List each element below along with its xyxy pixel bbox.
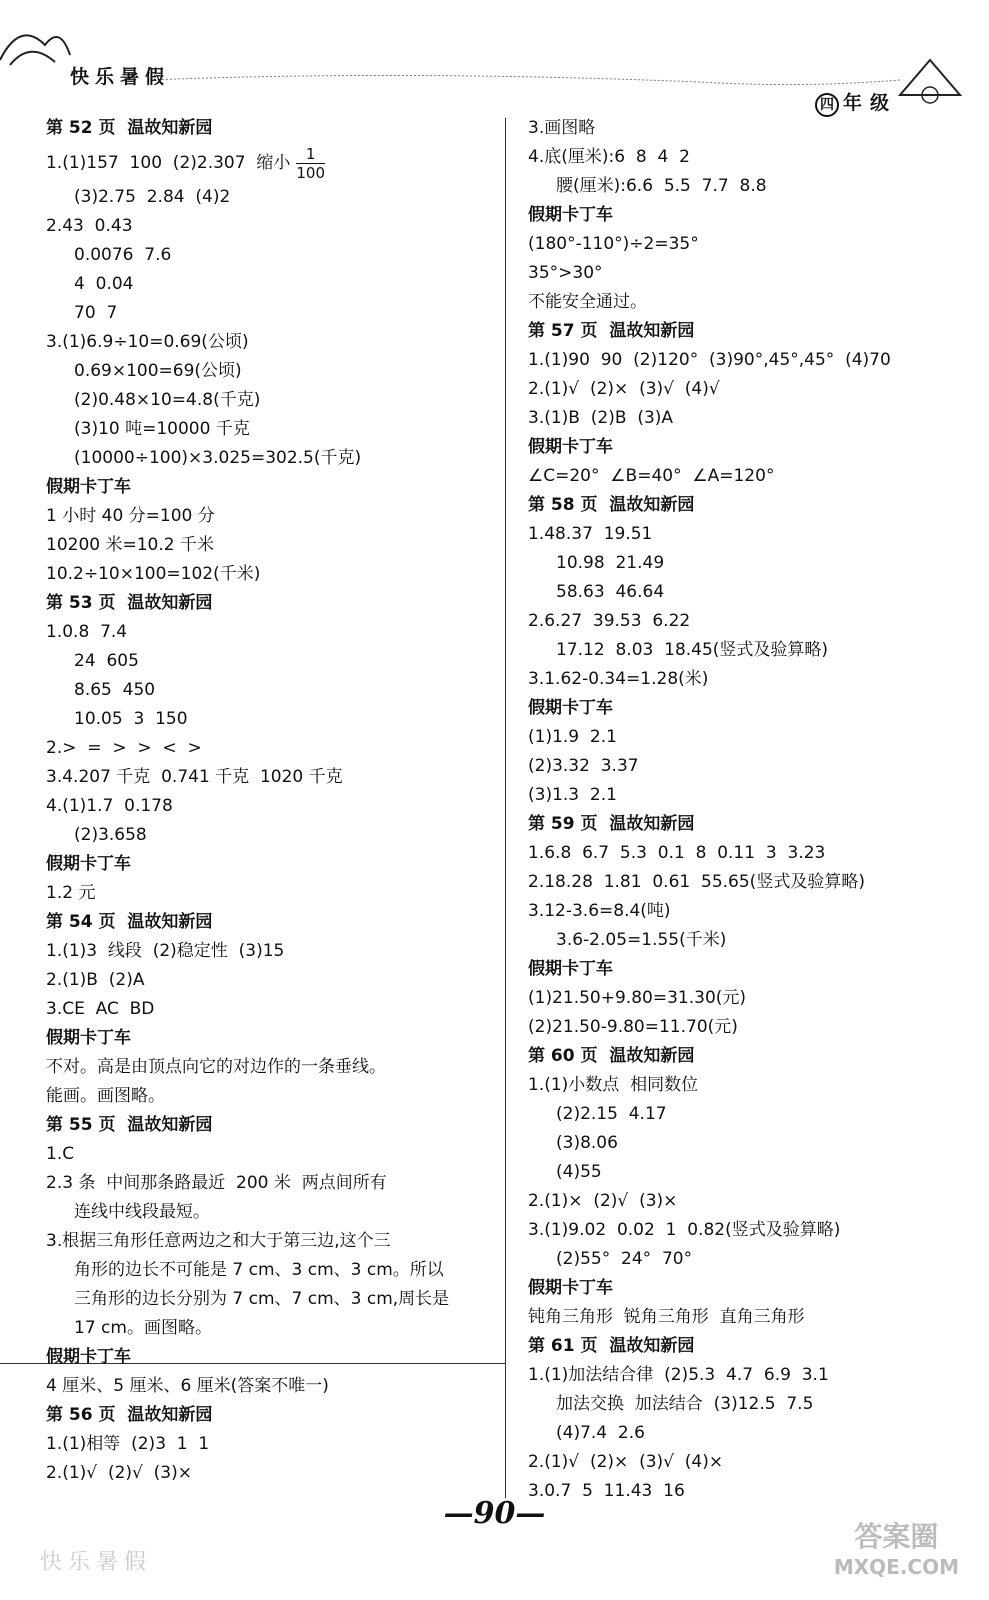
column-divider	[505, 118, 506, 1498]
answer-text: (10000÷100)×3.025=302.5(千克)	[74, 448, 362, 468]
answer-text: 三角形的边长分别为 7 cm、7 cm、3 cm,周长是	[74, 1289, 450, 1309]
answer-text: 10.2÷10×100=102(千米)	[46, 564, 261, 584]
answer-text: 连线中线段最短。	[74, 1202, 210, 1222]
answer-line	[528, 1419, 968, 1448]
answer-text: 不对。高是由顶点向它的对边作的一条垂线。	[46, 1057, 386, 1077]
section-heading	[528, 955, 968, 984]
answer-line	[528, 1361, 968, 1390]
section-heading	[46, 473, 496, 502]
answer-text: 1.0.8 7.4	[46, 622, 128, 642]
answer-text: 假期卡丁车	[46, 854, 131, 874]
answer-line	[46, 560, 496, 589]
answer-text: 假期卡丁车	[528, 698, 613, 718]
answer-line	[528, 868, 968, 897]
answer-line	[528, 781, 968, 810]
left-column	[46, 114, 496, 1488]
answer-text: (3)8.06	[556, 1133, 618, 1153]
answer-text: 1.(1)3 线段 (2)稳定性 (3)15	[46, 941, 285, 961]
answer-text: 4 0.04	[74, 274, 134, 294]
answer-text: (2)2.15 4.17	[556, 1104, 667, 1124]
answer-text: 第 54 页 温故知新园	[46, 912, 213, 932]
answer-text: 58.63 46.64	[556, 582, 665, 602]
answer-line	[46, 357, 496, 386]
answer-line	[46, 1140, 496, 1169]
answer-text: 70 7	[74, 303, 118, 323]
answer-text: 1.(1)157 100 (2)2.307 缩小	[46, 153, 291, 173]
grade-circle-char: 四	[815, 93, 839, 117]
answer-text: 4 厘米、5 厘米、6 厘米(答案不唯一)	[46, 1376, 329, 1396]
watermark-line2: MXQE.COM	[833, 1555, 959, 1579]
answer-line	[46, 415, 496, 444]
answer-text: 1.6.8 6.7 5.3 0.1 8 0.11 3 3.23	[528, 843, 826, 863]
answer-line	[528, 665, 968, 694]
answer-line	[46, 879, 496, 908]
watermark-line1: 答案圈	[854, 1520, 939, 1553]
answer-line	[46, 212, 496, 241]
answer-line	[46, 183, 496, 212]
answer-text: 2.3 条 中间那条路最近 200 米 两点间所有	[46, 1173, 387, 1193]
answer-line	[528, 926, 968, 955]
answer-text: 3.根据三角形任意两边之和大于第三边,这个三	[46, 1231, 391, 1251]
answer-text: 2.43 0.43	[46, 216, 133, 236]
answer-line	[46, 821, 496, 850]
answer-text: 第 52 页 温故知新园	[46, 118, 213, 138]
section-heading	[46, 1024, 496, 1053]
answer-line	[46, 1314, 496, 1343]
answer-line	[528, 172, 968, 201]
fraction-denominator: 100	[296, 163, 326, 182]
answer-line	[46, 386, 496, 415]
answer-text: 第 57 页 温故知新园	[528, 321, 695, 341]
section-heading	[528, 317, 968, 346]
answer-text: (2)3.658	[74, 825, 147, 845]
answer-text: 2.(1)B (2)A	[46, 970, 145, 990]
answer-line	[46, 792, 496, 821]
answer-text: 3.(1)B (2)B (3)A	[528, 408, 674, 428]
fraction-numerator: 1	[296, 145, 325, 164]
answer-text: (3)10 吨=10000 千克	[74, 419, 250, 439]
answer-line	[528, 607, 968, 636]
answer-text: 角形的边长不可能是 7 cm、3 cm、3 cm。所以	[74, 1260, 444, 1280]
answer-text: 10.98 21.49	[556, 553, 665, 573]
answer-line	[528, 1448, 968, 1477]
answer-text: 8.65 450	[74, 680, 156, 700]
answer-line	[46, 328, 496, 357]
answer-text: 3.CE AC BD	[46, 999, 155, 1019]
answer-line	[528, 1129, 968, 1158]
answer-text: 4.(1)1.7 0.178	[46, 796, 173, 816]
answer-text: ∠C=20° ∠B=40° ∠A=120°	[528, 466, 775, 486]
answer-text: 2.18.28 1.81 0.61 55.65(竖式及验算略)	[528, 872, 865, 892]
answer-line	[528, 1245, 968, 1274]
header-right-title	[815, 88, 897, 117]
answer-text: 0.69×100=69(公顷)	[74, 361, 242, 381]
answer-text: 4.底(厘米):6 8 4 2	[528, 147, 690, 167]
answer-text: 第 56 页 温故知新园	[46, 1405, 213, 1425]
answer-line	[46, 734, 496, 763]
answer-text: 2.> = > > < >	[46, 738, 202, 758]
answer-text: 假期卡丁车	[46, 1347, 131, 1367]
answer-text: 2.(1)√ (2)× (3)√ (4)×	[528, 1452, 724, 1472]
answer-line	[46, 1082, 496, 1111]
answer-text: 1.(1)小数点 相同数位	[528, 1075, 699, 1095]
answer-line	[528, 984, 968, 1013]
answer-line	[46, 444, 496, 473]
answer-text: 0.0076 7.6	[74, 245, 172, 265]
answer-line	[46, 966, 496, 995]
answer-text: 2.(1)√ (2)√ (3)×	[46, 1463, 192, 1483]
answer-text: 3.(1)6.9÷10=0.69(公顷)	[46, 332, 249, 352]
section-heading	[528, 1042, 968, 1071]
answer-line	[528, 723, 968, 752]
answer-line	[46, 1169, 496, 1198]
answer-line	[528, 1100, 968, 1129]
answer-text: 第 60 页 温故知新园	[528, 1046, 695, 1066]
answer-text: 3.0.7 5 11.43 16	[528, 1481, 685, 1501]
section-heading	[528, 201, 968, 230]
answer-text: 假期卡丁车	[46, 1028, 131, 1048]
answer-line	[46, 1459, 496, 1488]
answer-line	[46, 241, 496, 270]
answer-text: 假期卡丁车	[528, 959, 613, 979]
answer-line	[528, 549, 968, 578]
answer-line	[46, 705, 496, 734]
answer-text: 假期卡丁车	[46, 477, 131, 497]
section-heading	[46, 589, 496, 618]
section-heading	[528, 491, 968, 520]
answer-text: 能画。画图略。	[46, 1086, 165, 1106]
answer-text: 腰(厘米):6.6 5.5 7.7 8.8	[556, 176, 767, 196]
answer-line	[46, 299, 496, 328]
answer-text: 1.(1)加法结合律 (2)5.3 4.7 6.9 3.1	[528, 1365, 829, 1385]
answer-line	[528, 375, 968, 404]
section-heading	[528, 1332, 968, 1361]
section-heading	[46, 114, 496, 143]
answer-line	[528, 288, 968, 317]
answer-line	[528, 462, 968, 491]
answer-text: 1.C	[46, 1144, 75, 1164]
fraction	[296, 145, 325, 182]
section-heading	[528, 1274, 968, 1303]
answer-text: 3.4.207 千克 0.741 千克 1020 千克	[46, 767, 343, 787]
watermark-logo	[834, 1522, 959, 1582]
answer-line	[528, 752, 968, 781]
answer-text: 第 53 页 温故知新园	[46, 593, 213, 613]
section-heading	[46, 908, 496, 937]
answer-text: (3)1.3 2.1	[528, 785, 617, 805]
answer-text: 1.(1)90 90 (2)120° (3)90°,45°,45° (4)70	[528, 350, 891, 370]
page-number: —90—	[443, 1496, 546, 1531]
stamp-text: 快乐暑假	[40, 1550, 153, 1575]
answer-line	[46, 763, 496, 792]
answer-text: (4)55	[556, 1162, 602, 1182]
answer-line	[46, 937, 496, 966]
answer-text: 24 605	[74, 651, 139, 671]
answer-text: 第 59 页 温故知新园	[528, 814, 695, 834]
section-heading	[46, 1401, 496, 1430]
answer-line	[528, 1187, 968, 1216]
answer-line	[46, 618, 496, 647]
answer-text: 假期卡丁车	[528, 205, 613, 225]
answer-text: 1.2 元	[46, 883, 96, 903]
answer-text: 35°>30°	[528, 263, 603, 283]
answer-line	[46, 1430, 496, 1459]
answer-text: 第 58 页 温故知新园	[528, 495, 695, 515]
grade-label: 年级	[842, 92, 897, 114]
answer-text: (3)2.75 2.84 (4)2	[74, 187, 231, 207]
answer-text: 3.(1)9.02 0.02 1 0.82(竖式及验算略)	[528, 1220, 841, 1240]
answer-line	[528, 897, 968, 926]
answer-line	[528, 839, 968, 868]
answer-line	[528, 520, 968, 549]
answer-text: 第 61 页 温故知新园	[528, 1336, 695, 1356]
answer-text: 假期卡丁车	[528, 1278, 613, 1298]
answer-line	[46, 270, 496, 299]
right-column	[528, 114, 968, 1506]
answer-line	[46, 995, 496, 1024]
answer-line	[528, 1071, 968, 1100]
answer-line	[528, 1303, 968, 1332]
section-heading	[46, 1111, 496, 1140]
answer-text: 1 小时 40 分=100 分	[46, 506, 215, 526]
answer-line	[46, 1227, 496, 1256]
section-heading	[528, 810, 968, 839]
answer-text: 1.48.37 19.51	[528, 524, 653, 544]
section-heading	[528, 433, 968, 462]
answer-line	[528, 143, 968, 172]
answer-line	[528, 230, 968, 259]
answer-text: 钝角三角形 锐角三角形 直角三角形	[528, 1307, 805, 1327]
answer-line	[528, 636, 968, 665]
answer-text: 假期卡丁车	[528, 437, 613, 457]
answer-text: 10.05 3 150	[74, 709, 188, 729]
answer-line	[528, 114, 968, 143]
section-heading	[46, 1343, 496, 1372]
answer-line	[528, 1013, 968, 1042]
answer-line	[46, 676, 496, 705]
answer-text: 第 55 页 温故知新园	[46, 1115, 213, 1135]
answer-line	[528, 404, 968, 433]
answer-text: 2.(1)× (2)√ (3)×	[528, 1191, 678, 1211]
answer-text: 3.画图略	[528, 118, 596, 138]
answer-line	[528, 578, 968, 607]
answer-line	[46, 1285, 496, 1314]
answer-text: (2)21.50-9.80=11.70(元)	[528, 1017, 738, 1037]
answer-line	[46, 502, 496, 531]
answer-text: (4)7.4 2.6	[556, 1423, 645, 1443]
answer-line	[528, 1158, 968, 1187]
answer-text: (180°-110°)÷2=35°	[528, 234, 699, 254]
answer-line	[46, 531, 496, 560]
answer-text: 加法交换 加法结合 (3)12.5 7.5	[556, 1394, 814, 1414]
answer-line	[46, 143, 496, 183]
answer-line	[46, 1256, 496, 1285]
answer-text: 10200 米=10.2 千米	[46, 535, 214, 555]
answer-text: 3.12-3.6=8.4(吨)	[528, 901, 671, 921]
answer-text: 2.6.27 39.53 6.22	[528, 611, 691, 631]
section-heading	[46, 850, 496, 879]
answer-line	[46, 1198, 496, 1227]
answer-text: 17 cm。画图略。	[74, 1318, 212, 1338]
answer-text: (2)55° 24° 70°	[556, 1249, 693, 1269]
answer-line	[528, 346, 968, 375]
answer-line	[46, 1372, 496, 1401]
answer-text: (2)0.48×10=4.8(千克)	[74, 390, 261, 410]
header-left-title: 快乐暑假	[70, 66, 171, 88]
answer-text: 2.(1)√ (2)× (3)√ (4)√	[528, 379, 720, 399]
answer-line	[46, 647, 496, 676]
answer-text: (1)21.50+9.80=31.30(元)	[528, 988, 747, 1008]
answer-text: 3.1.62-0.34=1.28(米)	[528, 669, 709, 689]
answer-line	[528, 259, 968, 288]
answer-text: 17.12 8.03 18.45(竖式及验算略)	[556, 640, 829, 660]
answer-text: (2)3.32 3.37	[528, 756, 639, 776]
answer-text: 1.(1)相等 (2)3 1 1	[46, 1434, 210, 1454]
answer-line	[528, 1390, 968, 1419]
answer-text: 不能安全通过。	[528, 292, 647, 312]
answer-text: (1)1.9 2.1	[528, 727, 617, 747]
section-heading	[528, 694, 968, 723]
answer-line	[528, 1216, 968, 1245]
page-header	[0, 0, 989, 112]
answer-line	[46, 1053, 496, 1082]
answer-text: 3.6-2.05=1.55(千米)	[556, 930, 727, 950]
